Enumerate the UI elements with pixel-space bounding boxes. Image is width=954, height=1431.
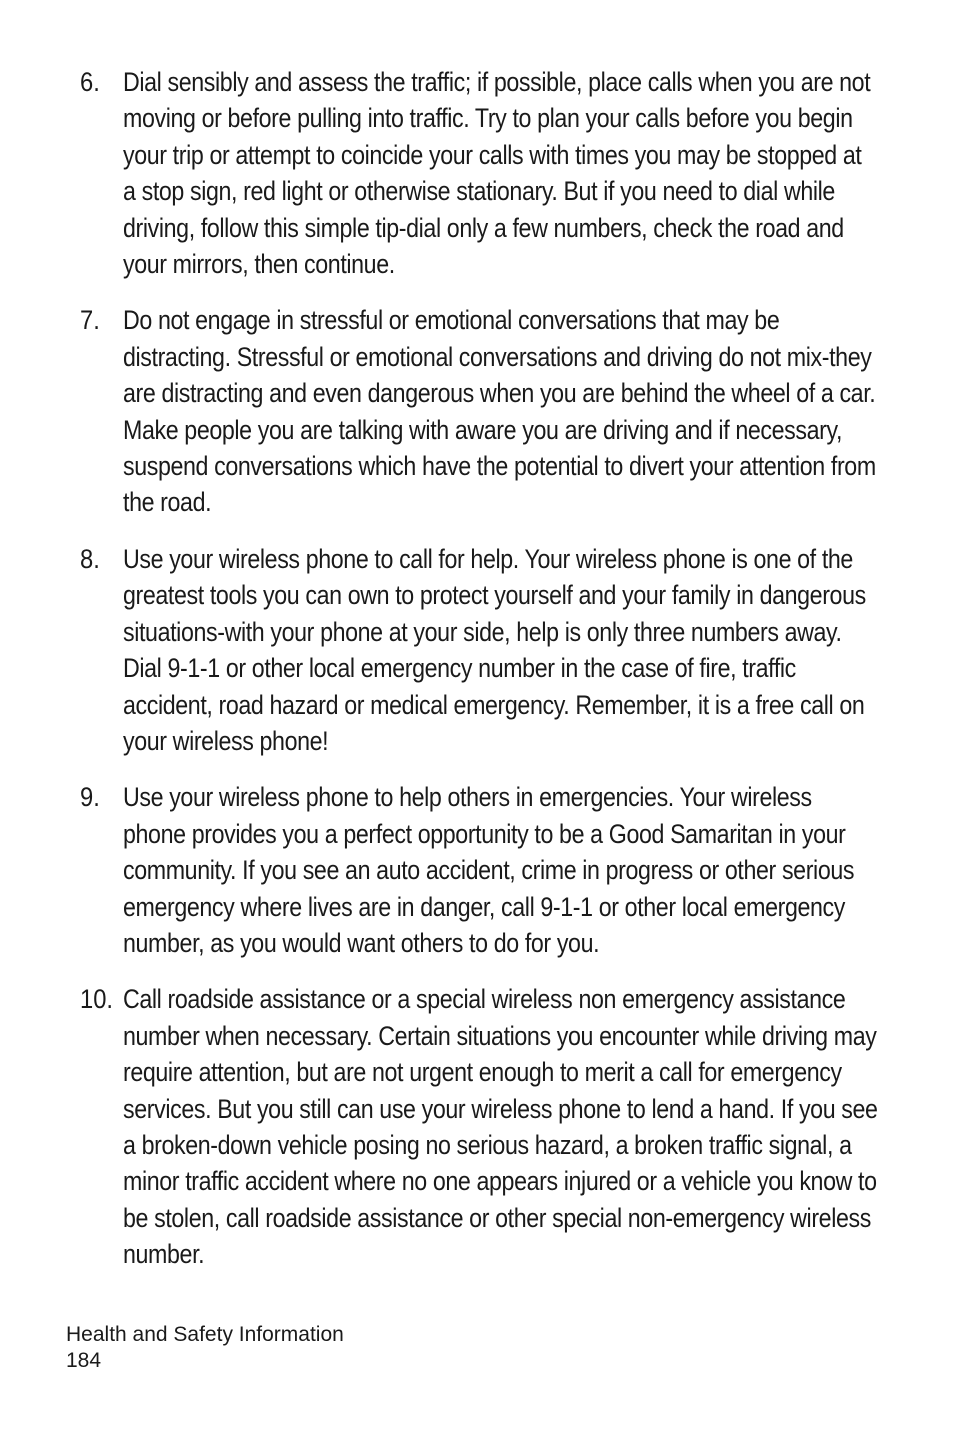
list-item [80,541,892,759]
list-item [80,779,892,961]
list-item-text: Do not engage in stressful or emotional conversations that may be distracting. Stressful or emotional conversations and driving do not mix-they are distracting and even dangerous when you are behind the wheel of a car. Make people you are talking with aware you are driving and if necessary, suspend conversations which have the potential to divert your attention from the road. [123,305,876,518]
list-item-number: 7. [80,305,100,336]
list-item [80,981,892,1272]
list-item-text: Use your wireless phone to help others in emergencies. Your wireless phone provides you a perfect opportunity to be a Good Samaritan in your community. If you see an auto accident, crime in progress or other serious emergency where lives are in danger, call 9-1-1 or other local emergency number, as you would want others to do for you. [123,782,855,958]
list-item-number: 6. [80,67,100,97]
list-item-text: Dial sensibly and assess the traffic; if possible, place calls when you are not moving or before pulling into traffic. Try to plan your calls before you begin your trip or attempt to coincide your calls with times you may be stopped at a stop sign, red light or otherwise stationary. But if you need to dial while driving, follow this simple tip-dial only a few numbers, check the road and your mirrors, then continue. [123,67,871,280]
list-item-number: 10. [80,984,114,1015]
list-item-number: 9. [80,782,100,813]
list-item-text: Use your wireless phone to call for help. Your wireless phone is one of the greatest tools you can own to protect yourself and your family in dangerous situations-with your phone at your side, help is only three numbers away. Dial 9-1-1 or other local emergency number in the case of fire, traffic accident, road hazard or medical emergency. Remember, it is a free call on your wireless phone! [123,543,866,756]
list-item-number: 8. [80,543,100,574]
list-item [80,302,892,520]
list-item [80,64,892,282]
page-footer [66,1322,344,1374]
numbered-list [80,64,892,1293]
page-number: 184 [66,1349,102,1372]
footer-section-title: Health and Safety Information [66,1323,344,1346]
list-item-text: Call roadside assistance or a special wireless non emergency assistance number when necessary. Certain situations you encounter while driving may require attention, but are not urgent enough to merit a call for emergency services. But you still can use your wireless phone to lend a hand. If you see a broken-down vehicle posing no serious hazard, a broken traffic signal, a minor traffic accident where no one appears injured or a vehicle you know to be stolen, call roadside assistance or other special non-emergency wireless number. [123,984,878,1270]
